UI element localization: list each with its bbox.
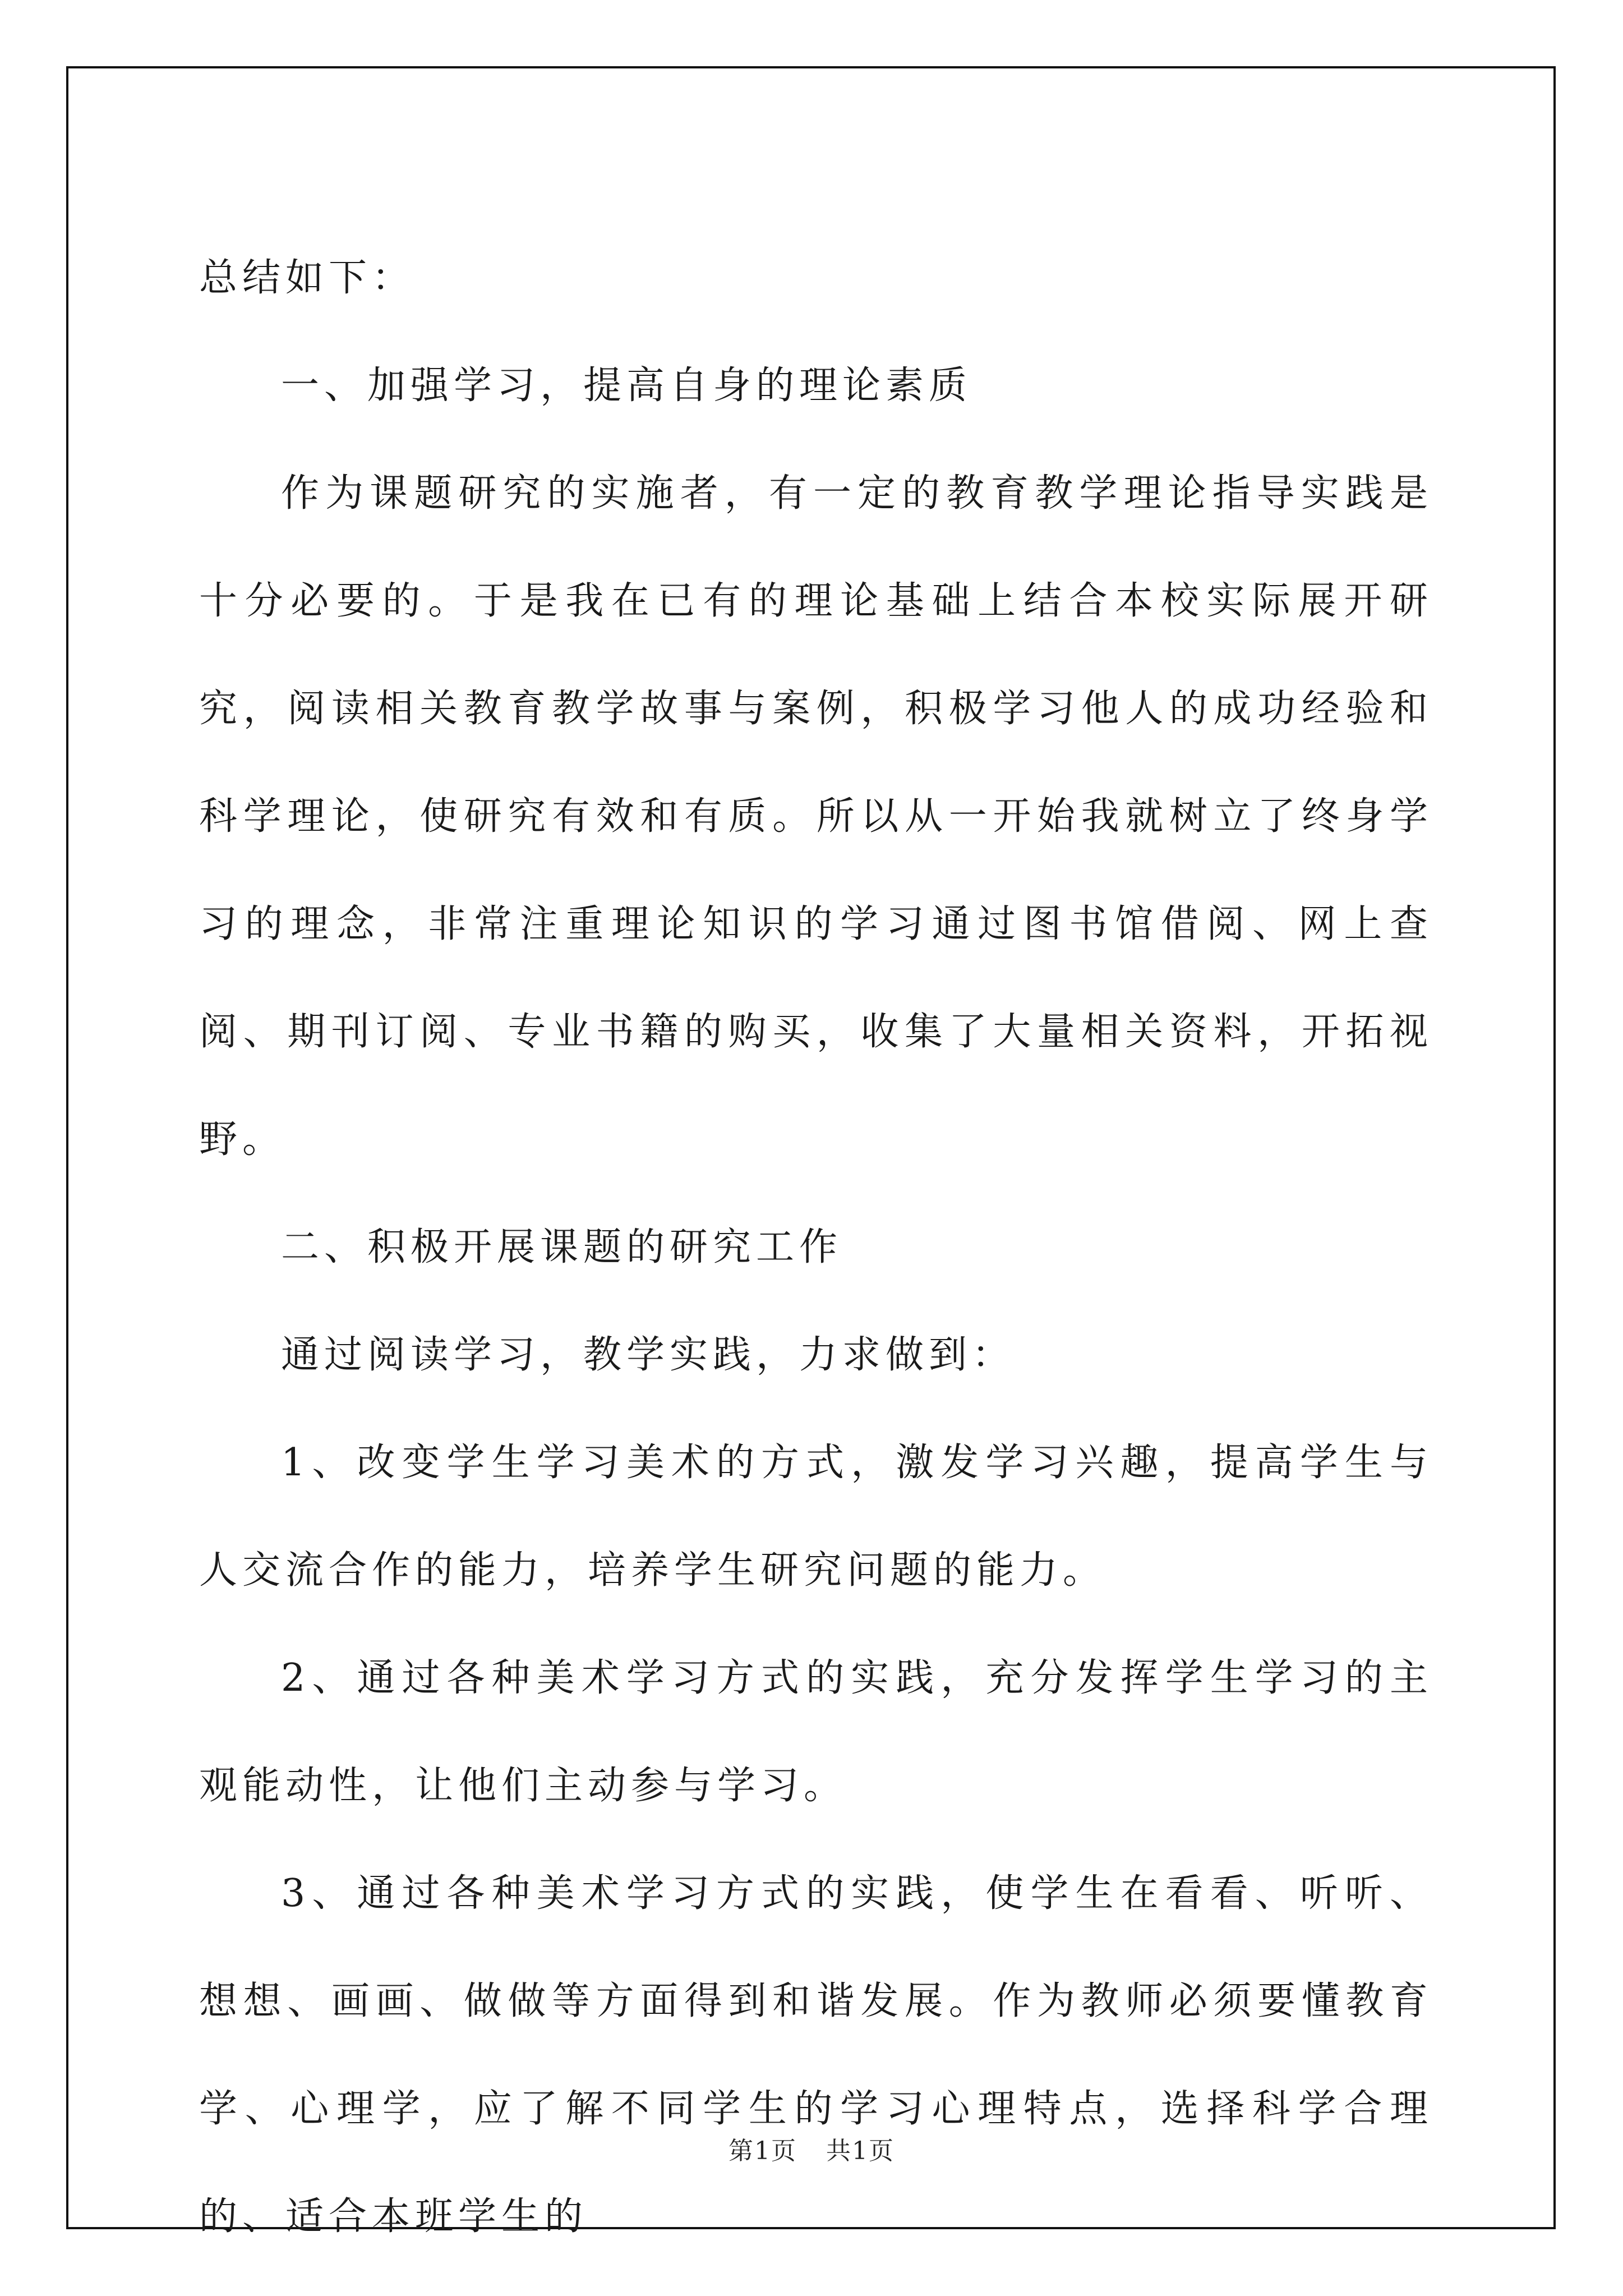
page-footer	[0, 2131, 1623, 2166]
list-item: 2、通过各种美术学习方式的实践，充分发挥学生学习的主观能动性，让他们主动参与学习。	[199, 1656, 1433, 1808]
page-number-current: 第1页	[728, 2137, 797, 2165]
section-heading-1: 一、加强学习，提高自身的理论素质	[281, 364, 972, 408]
paragraph-intro: 总结如下：	[199, 256, 416, 300]
list-item: 3、通过各种美术学习方式的实践，使学生在看看、听听、想想、画画、做做等方面得到和谐发展。作为教师必须要懂教育学、心理学，应了解不同学生的学习心理特点，选择科学合理的、适合本班学生的	[199, 1871, 1433, 2239]
paragraph: 通过阅读学习，教学实践，力求做到：	[281, 1333, 1016, 1377]
document-body	[199, 224, 1433, 2271]
page-number-total: 共1页	[826, 2137, 895, 2165]
list-item: 1、改变学生学习美术的方式，激发学习兴趣，提高学生与人交流合作的能力，培养学生研究问题的能力。	[199, 1441, 1433, 1593]
section-heading-2: 二、积极开展课题的研究工作	[281, 1225, 843, 1269]
paragraph: 作为课题研究的实施者，有一定的教育教学理论指导实践是十分必要的。于是我在已有的理论基础上结合本校实际展开研究，阅读相关教育教学故事与案例，积极学习他人的成功经验和科学理论，使研究有效和有质。所以从一开始我就树立了终身学习的理念，非常注重理论知识的学习通过图书馆借阅、网上查阅、期刊订阅、专业书籍的购买，收集了大量相关资料，开拓视野。	[199, 471, 1433, 1162]
